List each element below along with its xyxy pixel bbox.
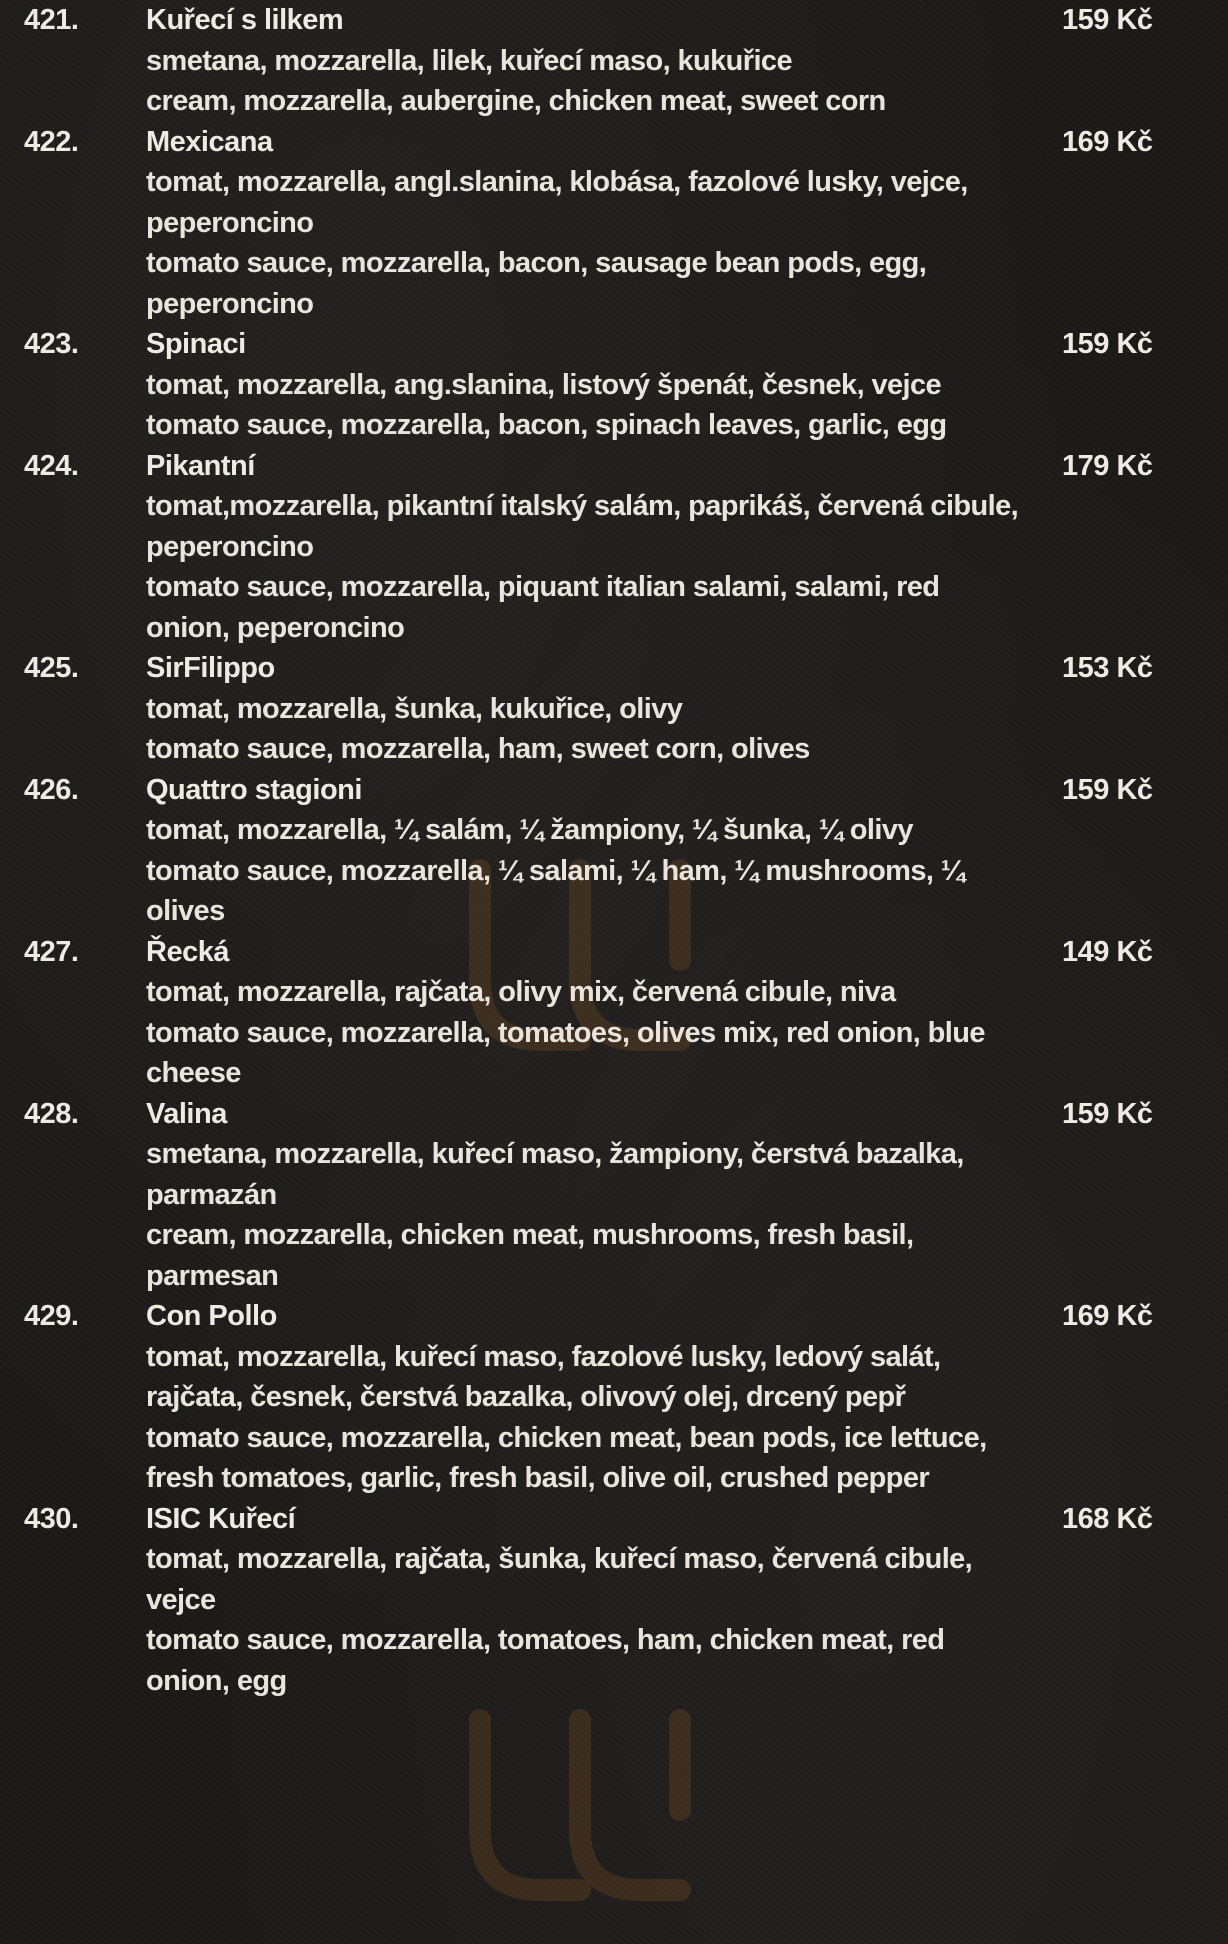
item-number: 427. xyxy=(24,935,79,968)
item-ingredients-cz: tomat, mozzarella, ang.slanina, listový špenát, česnek, vejce xyxy=(146,368,942,401)
item-ingredients-cz: tomat, mozzarella, rajčata, olivy mix, červená cibule, niva xyxy=(146,976,896,1008)
item-name: Kuřecí s lilkem xyxy=(146,4,344,36)
item-ingredients-en: tomato sauce, mozzarella, chicken meat, bean pods, ice lettuce, fresh tomatoes, garlic, fresh basil, olive oil, crushed pepper xyxy=(146,1421,987,1494)
item-price: 169 Kč xyxy=(1062,125,1153,158)
menu-item xyxy=(0,770,1228,932)
menu-item xyxy=(0,122,1228,325)
item-ingredients-cz: smetana, mozzarella, lilek, kuřecí maso, kukuřice xyxy=(146,44,792,77)
item-ingredients-cz: tomat, mozzarella, kuřecí maso, fazolové lusky, ledový salát, rajčata, česnek, čerstvá bazalka, olivový olej, drcený pepř xyxy=(146,1340,941,1413)
item-ingredients-en: tomato sauce, mozzarella, tomatoes, ham, chicken meat, red onion, egg xyxy=(146,1624,945,1697)
item-ingredients-cz: smetana, mozzarella, kuřecí maso, žampiony, čerstvá bazalka, parmazán xyxy=(146,1138,964,1211)
item-price: 169 Kč xyxy=(1062,1300,1153,1332)
item-name: Spinaci xyxy=(146,328,246,360)
item-name: Mexicana xyxy=(146,125,273,158)
item-price: 159 Kč xyxy=(1062,4,1153,36)
item-ingredients-en: tomato sauce, mozzarella, bacon, sausage bean pods, egg, peperoncino xyxy=(146,247,927,320)
item-ingredients-en: cream, mozzarella, aubergine, chicken meat, sweet corn xyxy=(146,85,886,117)
menu-item xyxy=(0,446,1228,649)
item-ingredients-en: tomato sauce, mozzarella, ¼ salami, ¼ ham, ¼ mushrooms, ¼ olives xyxy=(146,854,965,927)
item-number: 423. xyxy=(24,328,79,360)
item-name: SirFilippo xyxy=(146,652,275,684)
menu-item xyxy=(0,1296,1228,1499)
item-name: Pikantní xyxy=(146,449,255,482)
item-price: 153 Kč xyxy=(1062,652,1153,684)
item-ingredients-en: tomato sauce, mozzarella, bacon, spinach leaves, garlic, egg xyxy=(146,409,947,441)
item-name: Valina xyxy=(146,1097,227,1130)
item-number: 421. xyxy=(24,4,79,36)
item-ingredients-en: tomato sauce, mozzarella, piquant italian salami, salami, red onion, peperoncino xyxy=(146,571,940,644)
menu-item xyxy=(0,324,1228,446)
item-price: 179 Kč xyxy=(1062,449,1153,482)
item-number: 425. xyxy=(24,652,79,684)
item-ingredients-en: tomato sauce, mozzarella, tomatoes, olives mix, red onion, blue cheese xyxy=(146,1016,985,1089)
item-number: 429. xyxy=(24,1300,79,1332)
watermark-logo xyxy=(440,1690,720,1920)
item-name: Quattro stagioni xyxy=(146,773,362,806)
menu-item xyxy=(0,1094,1228,1297)
item-ingredients-cz: tomat,mozzarella, pikantní italský salám, paprikáš, červená cibule, peperoncino xyxy=(146,490,1019,563)
menu-item xyxy=(0,1499,1228,1702)
menu-item xyxy=(0,648,1228,770)
item-number: 428. xyxy=(24,1097,79,1130)
item-ingredients-cz: tomat, mozzarella, šunka, kukuřice, olivy xyxy=(146,692,683,725)
item-number: 426. xyxy=(24,773,79,806)
item-ingredients-cz: tomat, mozzarella, rajčata, šunka, kuřecí maso, červená cibule, vejce xyxy=(146,1543,973,1616)
item-price: 159 Kč xyxy=(1062,773,1153,806)
item-price: 168 Kč xyxy=(1062,1502,1153,1535)
item-name: ISIC Kuřecí xyxy=(146,1502,296,1535)
item-price: 159 Kč xyxy=(1062,328,1153,360)
menu-item xyxy=(0,932,1228,1094)
item-name: Řecká xyxy=(146,935,229,968)
menu-item xyxy=(0,0,1228,122)
item-ingredients-en: cream, mozzarella, chicken meat, mushrooms, fresh basil, parmesan xyxy=(146,1219,914,1292)
item-number: 424. xyxy=(24,449,79,482)
item-ingredients-cz: tomat, mozzarella, angl.slanina, klobása, fazolové lusky, vejce, peperoncino xyxy=(146,166,968,239)
item-number: 430. xyxy=(24,1502,79,1535)
item-ingredients-cz: tomat, mozzarella, ¼ salám, ¼ žampiony, ¼ šunka, ¼ olivy xyxy=(146,814,913,846)
item-number: 422. xyxy=(24,125,79,158)
watermark-logo-icon xyxy=(440,1690,720,1920)
item-price: 159 Kč xyxy=(1062,1097,1153,1130)
item-ingredients-en: tomato sauce, mozzarella, ham, sweet corn, olives xyxy=(146,733,810,765)
item-price: 149 Kč xyxy=(1062,935,1153,968)
item-name: Con Pollo xyxy=(146,1300,277,1332)
